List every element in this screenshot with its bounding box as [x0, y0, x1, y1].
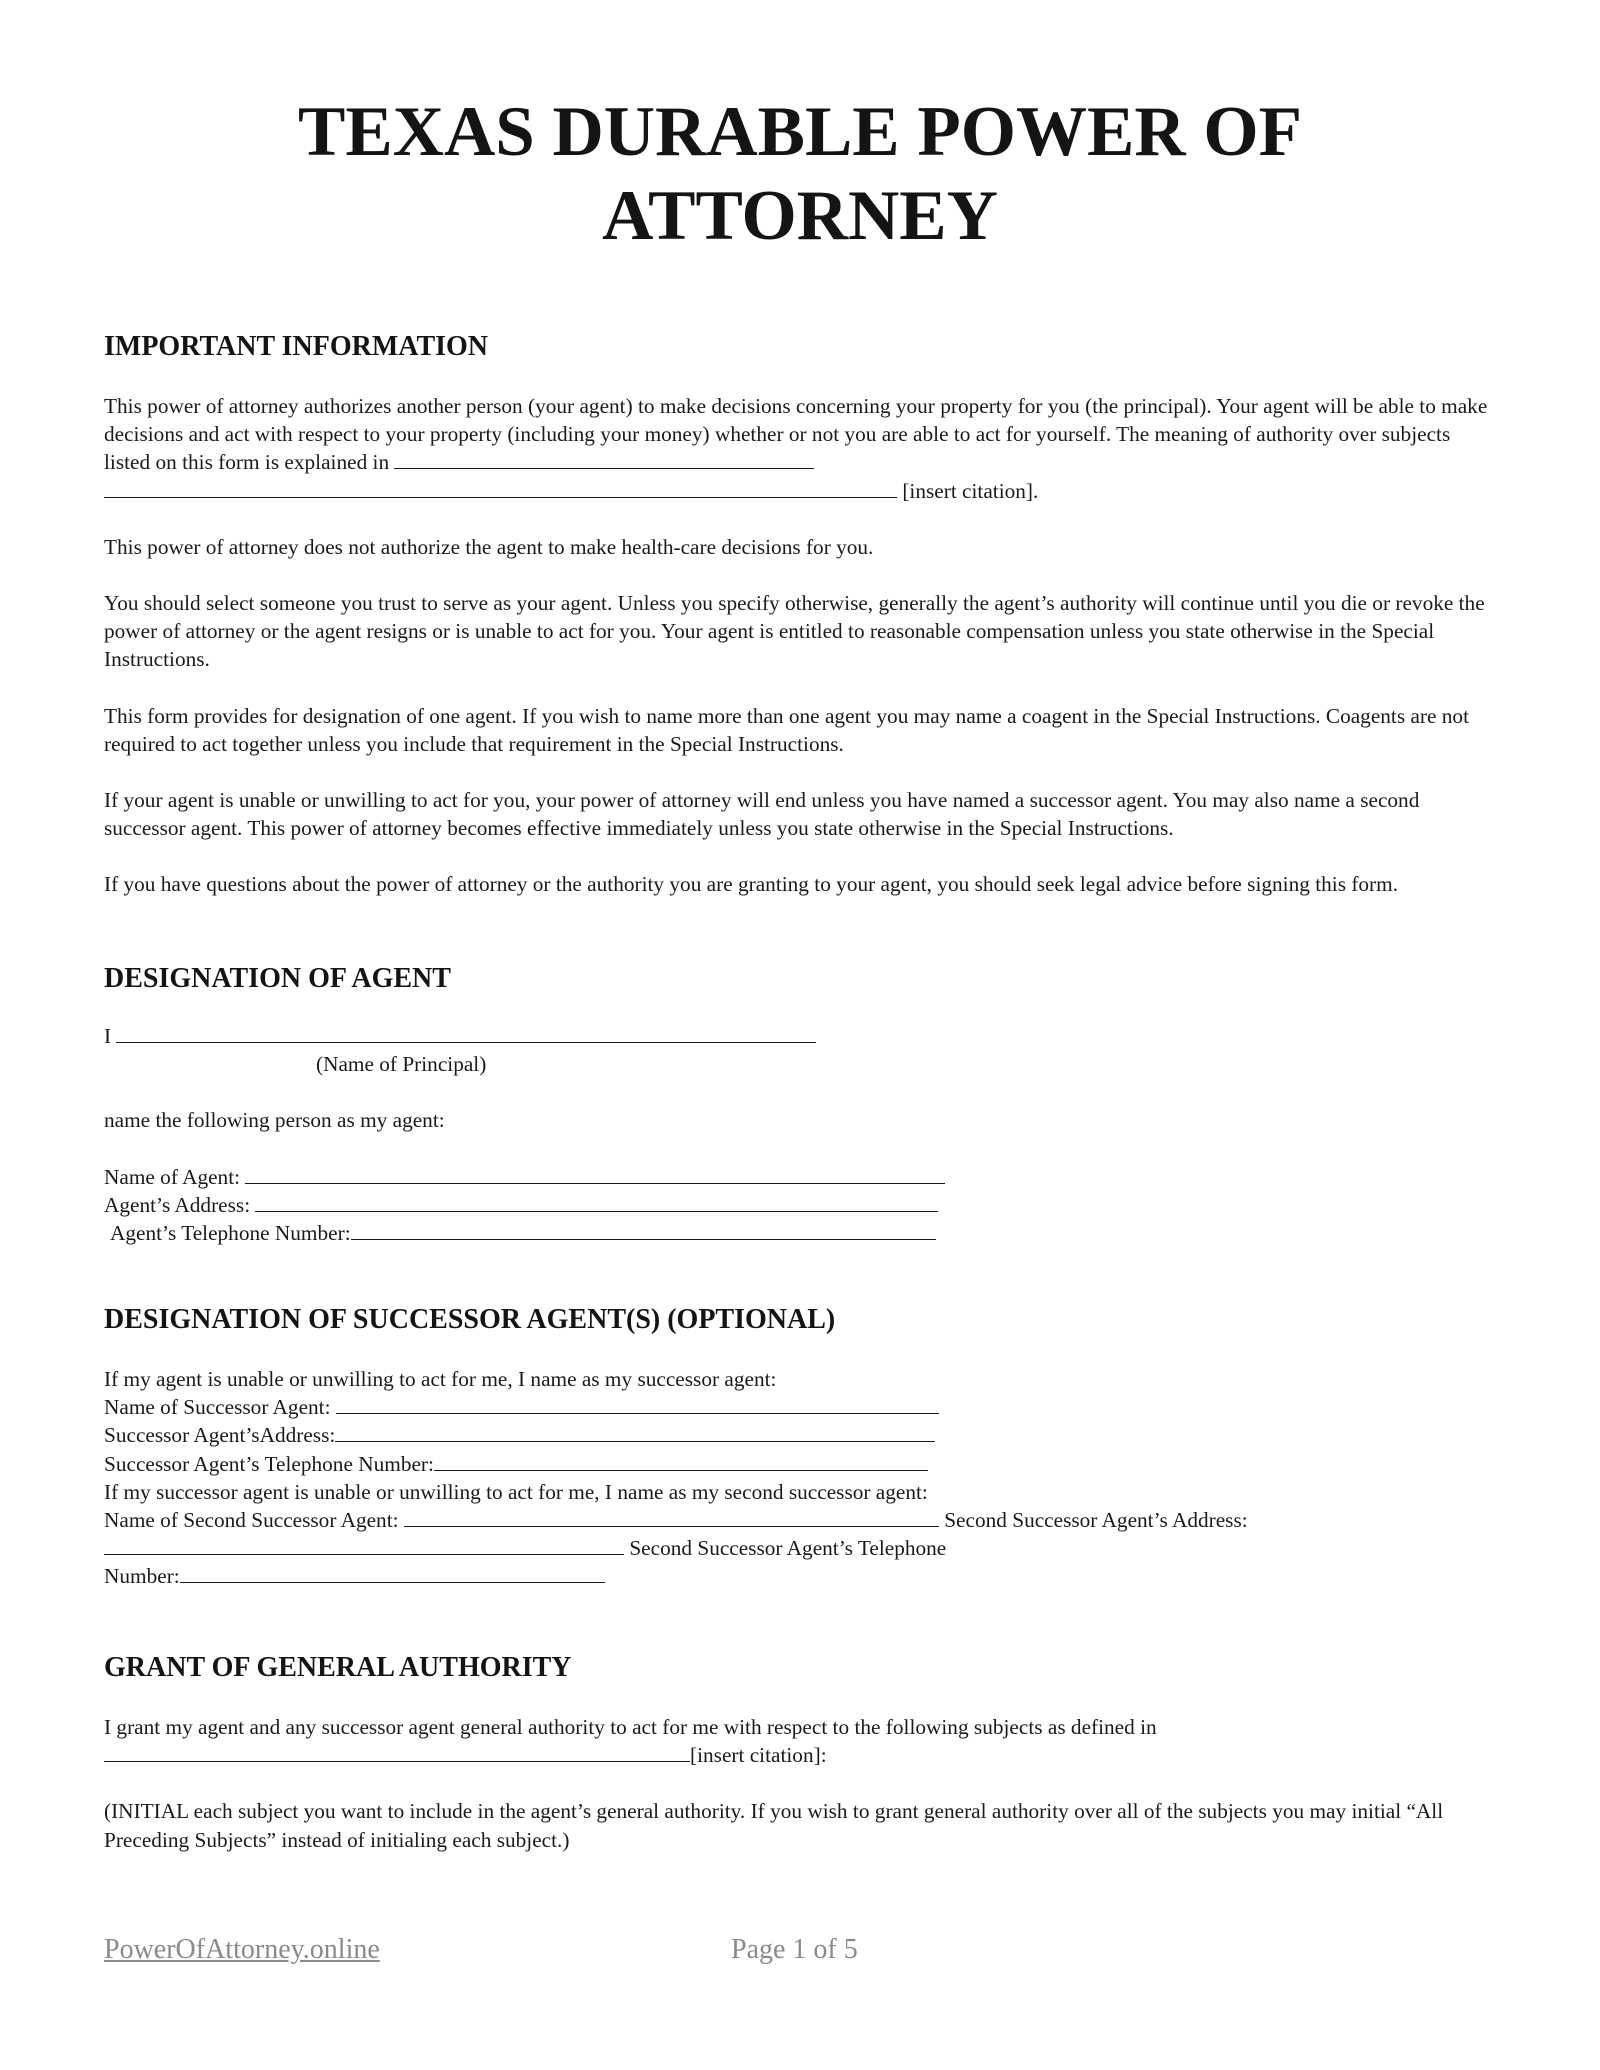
successor-agent-section [104, 1303, 1496, 1591]
principal-line [104, 1022, 1496, 1050]
designation-of-agent-section [104, 962, 1496, 1247]
important-paragraph-2: This power of attorney does not authorize the agent to make health-care decisions for you. [104, 534, 874, 559]
second-successor-intro: If my successor agent is unable or unwilling to act for me, I name as my second successor agent: [104, 1479, 928, 1504]
footer-page-number: Page 1 of 5 [731, 1934, 858, 1965]
successor-heading: DESIGNATION OF SUCCESSOR AGENT(S) (OPTIONAL) [104, 1304, 836, 1335]
important-paragraph-5: If your agent is unable or unwilling to act for you, your power of attorney will end unless you have named a successor agent. You may also name a second successor agent. This power of attorney becomes effective immediately unless you state otherwise in the Special Instructions. [104, 788, 1420, 841]
important-information-heading: IMPORTANT INFORMATION [104, 331, 489, 362]
successor-name-label: Name of Successor Agent: [104, 1395, 331, 1420]
agent-name-line[interactable] [245, 1163, 945, 1184]
successor-name-row [104, 1393, 1496, 1421]
second-successor-address-label: Second Successor Agent’s Address: [944, 1508, 1248, 1533]
important-paragraph-6: If you have questions about the power of attorney or the authority you are granting to your agent, you should seek legal advice before signing this form. [104, 872, 1399, 897]
title-line-1: TEXAS DURABLE POWER OF [298, 93, 1302, 171]
grant-authority-section [104, 1651, 1496, 1854]
grant-p1-citation: [insert citation]: [690, 1743, 827, 1768]
grant-paragraph-1 [104, 1713, 1496, 1769]
important-p1-text: This power of attorney authorizes another person (your agent) to make decisions concerning your property for you (the principal). Your agent will be able to make decisions and act with respect to your property (including your money) whether or not you are able to act for yourself. The meaning of authority over subjects listed on this form is explained in [104, 394, 1488, 475]
grant-paragraph-2: (INITIAL each subject you want to include in the agent’s general authority. If you wish to grant general authority over all of the subjects you may initial “All Preceding Subjects” instead of initialing each subject.) [104, 1799, 1444, 1852]
successor-address-line[interactable] [335, 1421, 935, 1442]
grant-heading: GRANT OF GENERAL AUTHORITY [104, 1652, 572, 1683]
agent-phone-line[interactable] [351, 1219, 936, 1240]
successor-name-line[interactable] [336, 1393, 939, 1414]
successor-intro: If my agent is unable or unwilling to act for me, I name as my successor agent: [104, 1367, 777, 1391]
second-successor-phone-line[interactable] [180, 1562, 605, 1583]
important-information-section [104, 330, 1496, 899]
second-successor-phone-row [104, 1562, 1496, 1590]
successor-phone-line[interactable] [434, 1450, 928, 1471]
agent-phone-label: Agent’s Telephone Number: [110, 1221, 351, 1246]
agent-name-row [104, 1163, 1496, 1191]
important-paragraph-1 [104, 392, 1496, 505]
agent-name-label: Name of Agent: [104, 1164, 241, 1189]
principal-caption: (Name of Principal) [316, 1052, 487, 1077]
footer-site-link[interactable]: PowerOfAttorney.online [104, 1934, 380, 1965]
name-following-text: name the following person as my agent: [104, 1108, 445, 1133]
designation-heading: DESIGNATION OF AGENT [104, 963, 451, 994]
successor-phone-label: Successor Agent’s Telephone Number: [104, 1451, 434, 1476]
important-paragraph-4: This form provides for designation of one agent. If you wish to name more than one agent you may name a coagent in the Special Instructions. Coagents are not required to act together unless you include that requirement in the Special Instructions. [104, 703, 1469, 756]
successor-address-row [104, 1421, 1496, 1449]
second-successor-name-row [104, 1506, 1496, 1534]
second-successor-address-line[interactable] [104, 1534, 624, 1555]
second-successor-phone-label-b: Number: [104, 1564, 180, 1589]
agent-phone-row [104, 1219, 1496, 1247]
important-paragraph-3: You should select someone you trust to serve as your agent. Unless you specify otherwise, generally the agent’s authority will continue until you die or revoke the power of attorney or the agent resigns or is unable to act for you. Your agent is entitled to reasonable compensation unless you state otherwise in the Special Instructions. [104, 591, 1485, 672]
principal-name-line[interactable] [116, 1022, 816, 1043]
agent-address-label: Agent’s Address: [104, 1192, 251, 1217]
agent-address-line[interactable] [255, 1191, 938, 1212]
agent-address-row [104, 1191, 1496, 1219]
second-successor-name-line[interactable] [404, 1506, 939, 1527]
second-successor-phone-label-a: Second Successor Agent’s Telephone [629, 1536, 947, 1561]
grant-citation-line[interactable] [104, 1741, 690, 1762]
second-successor-name-label: Name of Second Successor Agent: [104, 1508, 399, 1533]
document-title [104, 90, 1496, 258]
citation-blank-line-2[interactable] [104, 477, 897, 498]
important-p1-citation: [insert citation]. [902, 478, 1039, 503]
successor-address-label: Successor Agent’sAddress: [104, 1423, 336, 1448]
principal-i-label: I [104, 1024, 112, 1048]
citation-blank-line[interactable] [394, 448, 814, 469]
successor-phone-row [104, 1450, 1496, 1478]
title-line-2: ATTORNEY [602, 177, 998, 255]
second-successor-address-row [104, 1534, 1496, 1562]
grant-p1-text: I grant my agent and any successor agent general authority to act for me with respect to the following subjects as defined in [104, 1715, 1157, 1739]
